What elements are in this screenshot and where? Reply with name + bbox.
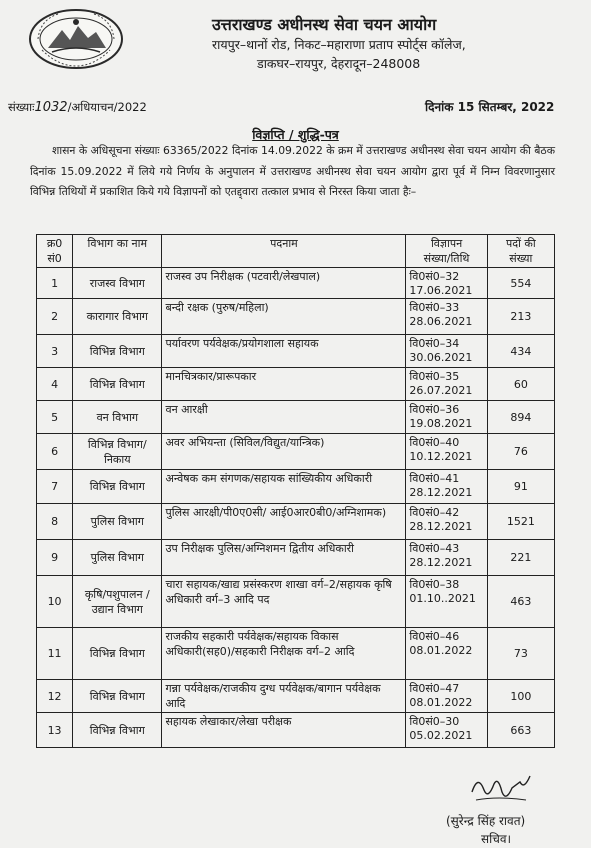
- header-serial-no: [37, 235, 73, 268]
- signature-scribble: [468, 770, 536, 810]
- cell-serial-no: 4: [37, 368, 73, 401]
- cell-post-name: राजकीय सहकारी पर्यवेक्षक/सहायक विकास अधिकारी(सह0)/सहकारी निरीक्षक वर्ग–2 आदि: [162, 628, 406, 680]
- table-row: [37, 268, 555, 299]
- advertisement-number: वि0सं0–35: [409, 370, 460, 383]
- advertisement-number: वि0सं0–30: [409, 715, 460, 728]
- cell-serial-no: 5: [37, 401, 73, 434]
- reference-number: [8, 100, 147, 115]
- cell-serial-no: 7: [37, 470, 73, 504]
- address-line-1: रायपुर–थानों रोड, निकट–महाराणा प्रताप स्पोर्ट्स कॉलेज,: [212, 37, 466, 52]
- advertisement-number: वि0सं0–33: [409, 301, 460, 314]
- advertisement-date: 01.10..2021: [409, 592, 476, 605]
- cell-post-count: 213: [487, 299, 554, 335]
- cell-serial-no: 1: [37, 268, 73, 299]
- advertisement-number: वि0सं0–42: [409, 506, 460, 519]
- cell-advertisement: [406, 368, 487, 401]
- cell-advertisement: [406, 713, 487, 748]
- reference-handwritten-number: 1032: [34, 100, 68, 115]
- table-row: [37, 299, 555, 335]
- cell-post-name: गन्ना पर्यवेक्षक/राजकीय दुग्ध पर्यवेक्षक/बागान पर्यवेक्षक आदि: [162, 680, 406, 713]
- address-line-2: डाकघर–रायपुर, देहरादून–248008: [257, 56, 421, 71]
- cell-advertisement: [406, 299, 487, 335]
- cell-post-count: 894: [487, 401, 554, 434]
- advertisement-date: 10.12.2021: [409, 450, 473, 463]
- commission-seal-logo: [28, 8, 124, 70]
- advertisement-date: 08.01.2022: [409, 696, 473, 709]
- header-count-line1: पदों की: [505, 237, 536, 250]
- cell-serial-no: 13: [37, 713, 73, 748]
- cell-post-name: सहायक लेखाकार/लेखा परीक्षक: [162, 713, 406, 748]
- table-row: [37, 401, 555, 434]
- cell-advertisement: [406, 680, 487, 713]
- table-row: [37, 713, 555, 748]
- cell-department: विभिन्न विभाग: [73, 628, 162, 680]
- header-post-count: [487, 235, 554, 268]
- advertisement-date: 17.06.2021: [409, 284, 473, 297]
- header-count-line2: संख्या: [509, 252, 533, 265]
- cell-post-count: 434: [487, 335, 554, 368]
- advertisement-number: वि0सं0–38: [409, 578, 460, 591]
- cell-department: विभिन्न विभाग: [73, 680, 162, 713]
- notice-body: शासन के अधिसूचना संख्याः 63365/2022 दिनांक 14.09.2022 के क्रम में उत्तराखण्ड अधीनस्थ सेवा चयन आयोग की बैठक दिनांक 15.09.2022 में लिये गये निर्णय के अनुपालन में उत्तराखण्ड अधीनस्थ सेवा चयन आयोग द्वारा पूर्व में निम्न विवरणानुसार विभिन्न तिथियों में प्रकाशित किये गये विज्ञापनों को एतद्द्वारा तत्काल प्रभाव से निरस्त किया जाता हैः–: [30, 144, 555, 198]
- advertisement-date: 28.12.2021: [409, 486, 473, 499]
- advertisement-number: वि0सं0–41: [409, 472, 460, 485]
- notice-subject: विज्ञप्ति / शुद्धि-पत्र: [252, 127, 339, 142]
- advertisement-date: 19.08.2021: [409, 417, 473, 430]
- cell-serial-no: 6: [37, 434, 73, 470]
- cell-department: विभिन्न विभाग: [73, 368, 162, 401]
- advertisement-number: वि0सं0–36: [409, 403, 460, 416]
- cell-post-name: चारा सहायक/खाद्य प्रसंस्करण शाखा वर्ग–2/सहायक कृषि अधिकारी वर्ग–3 आदि पद: [162, 576, 406, 628]
- table-header-row: [37, 235, 555, 268]
- cell-post-count: 73: [487, 628, 554, 680]
- table-row: [37, 335, 555, 368]
- cell-post-name: उप निरीक्षक पुलिस/अग्निशमन द्वितीय अधिकारी: [162, 540, 406, 576]
- cell-post-count: 91: [487, 470, 554, 504]
- cell-post-count: 663: [487, 713, 554, 748]
- cell-post-name: अवर अभियन्ता (सिविल/विद्युत/यान्त्रिक): [162, 434, 406, 470]
- advertisement-number: वि0सं0–32: [409, 270, 460, 283]
- header-post-name: पदनाम: [162, 235, 406, 268]
- cell-department: राजस्व विभाग: [73, 268, 162, 299]
- table-row: [37, 576, 555, 628]
- advertisement-date: 08.01.2022: [409, 644, 473, 657]
- advertisement-date: 26.07.2021: [409, 384, 473, 397]
- cell-department: वन विभाग: [73, 401, 162, 434]
- cell-department: विभिन्न विभाग: [73, 470, 162, 504]
- cell-advertisement: [406, 268, 487, 299]
- advertisement-number: वि0सं0–43: [409, 542, 460, 555]
- advertisement-number: वि0सं0–34: [409, 337, 460, 350]
- cell-post-name: पुलिस आरक्षी/पी0ए0सी/ आई0आर0बी0/अग्निशामक): [162, 504, 406, 540]
- advertisement-date: 05.02.2021: [409, 729, 473, 742]
- cell-department: पुलिस विभाग: [73, 540, 162, 576]
- cell-department: कृषि/पशुपालन /उद्यान विभाग: [73, 576, 162, 628]
- cell-department: विभिन्न विभाग: [73, 713, 162, 748]
- signatory-name: (सुरेन्द्र सिंह रावत): [446, 814, 526, 828]
- cell-advertisement: [406, 335, 487, 368]
- cell-post-count: 100: [487, 680, 554, 713]
- cell-department: कारागार विभाग: [73, 299, 162, 335]
- table-row: [37, 680, 555, 713]
- cell-serial-no: 8: [37, 504, 73, 540]
- cell-post-name: राजस्व उप निरीक्षक (पटवारी/लेखपाल): [162, 268, 406, 299]
- cell-advertisement: [406, 470, 487, 504]
- advertisement-date: 28.12.2021: [409, 520, 473, 533]
- cell-department: विभिन्न विभाग: [73, 335, 162, 368]
- reference-prefix: संख्याः: [8, 100, 35, 114]
- cell-post-name: पर्यावरण पर्यवेक्षक/प्रयोगशाला सहायक: [162, 335, 406, 368]
- cell-department: विभिन्न विभाग/निकाय: [73, 434, 162, 470]
- notice-date: दिनांक 15 सितम्बर, 2022: [425, 100, 555, 114]
- header-serial-line2: सं0: [47, 252, 62, 265]
- table-row: [37, 504, 555, 540]
- cell-serial-no: 10: [37, 576, 73, 628]
- advertisement-number: वि0सं0–47: [409, 682, 460, 695]
- advertisement-number: वि0सं0–40: [409, 436, 460, 449]
- header-advertisement-line1: विज्ञापन: [430, 237, 463, 250]
- cell-advertisement: [406, 434, 487, 470]
- cell-advertisement: [406, 576, 487, 628]
- cell-serial-no: 3: [37, 335, 73, 368]
- header-department: विभाग का नाम: [73, 235, 162, 268]
- organization-title: उत्तराखण्ड अधीनस्थ सेवा चयन आयोग: [212, 15, 437, 34]
- advertisement-date: 28.06.2021: [409, 315, 473, 328]
- cell-post-count: 463: [487, 576, 554, 628]
- cell-advertisement: [406, 540, 487, 576]
- cell-post-name: बन्दी रक्षक (पुरुष/महिला): [162, 299, 406, 335]
- reference-suffix: /अधियाचन/2022: [67, 100, 147, 114]
- cell-department: पुलिस विभाग: [73, 504, 162, 540]
- cell-advertisement: [406, 504, 487, 540]
- header-advertisement-line2: संख्या/तिथि: [423, 252, 470, 265]
- cell-serial-no: 9: [37, 540, 73, 576]
- cancelled-advertisements-table: [36, 234, 555, 748]
- cell-serial-no: 11: [37, 628, 73, 680]
- cell-post-name: मानचित्रकार/प्रारूपकार: [162, 368, 406, 401]
- cell-advertisement: [406, 401, 487, 434]
- cell-post-name: अन्वेषक कम संगणक/सहायक सांख्यिकीय अधिकारी: [162, 470, 406, 504]
- table-body: [37, 268, 555, 748]
- cell-advertisement: [406, 628, 487, 680]
- cell-serial-no: 2: [37, 299, 73, 335]
- cell-post-count: 76: [487, 434, 554, 470]
- table-row: [37, 540, 555, 576]
- signatory-designation: सचिव।: [481, 832, 512, 846]
- cell-post-count: 60: [487, 368, 554, 401]
- header-advertisement: [406, 235, 487, 268]
- cell-post-count: 1521: [487, 504, 554, 540]
- cell-post-count: 221: [487, 540, 554, 576]
- table-row: [37, 368, 555, 401]
- advertisement-number: वि0सं0–46: [409, 630, 460, 643]
- table-row: [37, 628, 555, 680]
- cell-serial-no: 12: [37, 680, 73, 713]
- cell-post-name: वन आरक्षी: [162, 401, 406, 434]
- advertisement-date: 28.12.2021: [409, 556, 473, 569]
- table-row: [37, 470, 555, 504]
- advertisement-date: 30.06.2021: [409, 351, 473, 364]
- cell-post-count: 554: [487, 268, 554, 299]
- table-row: [37, 434, 555, 470]
- header-serial-line1: क्र0: [46, 237, 63, 250]
